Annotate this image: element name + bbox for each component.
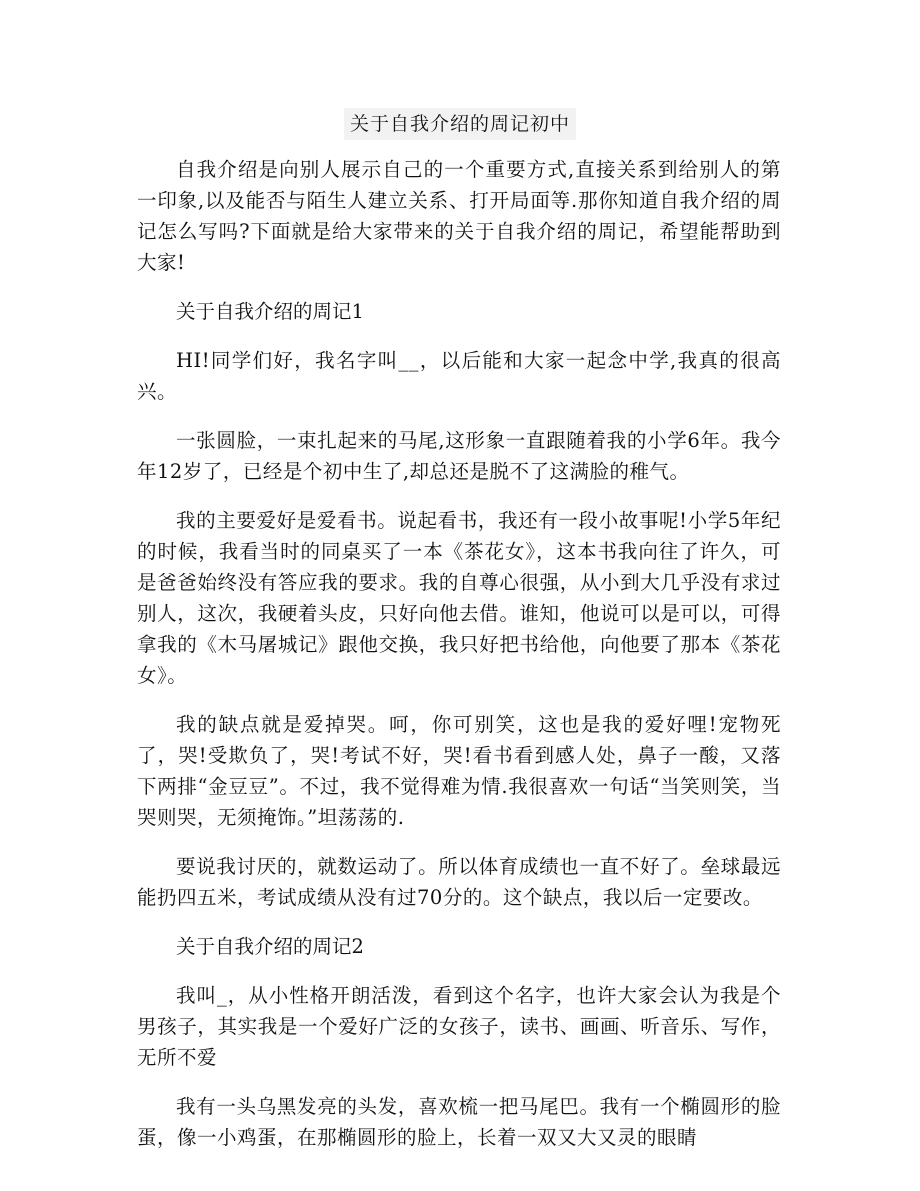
document-title: 关于自我介绍的周记初中 xyxy=(344,108,576,140)
section-heading-1: 关于自我介绍的周记1 xyxy=(176,300,364,323)
paragraph: HI!同学们好，我名字叫__，以后能和大家一起念中学,我真的很高兴。 xyxy=(137,349,781,403)
paragraph-intro: 自我介绍是向别人展示自己的一个重要方式,直接关系到给别人的第一印象,以及能否与陌生人建立关系、打开局面等.那你知道自我介绍的周记怎么写吗?下面就是给大家带来的关于自我介绍的周记，希望能帮助到大家! xyxy=(137,158,781,274)
section-heading-2: 关于自我介绍的周记2 xyxy=(176,935,364,958)
paragraph: 一张圆脸，一束扎起来的马尾,这形象一直跟随着我的小学6年。我今年12岁了，已经是个初中生了,却总还是脱不了这满脸的稚气。 xyxy=(137,429,781,483)
title-container xyxy=(0,108,920,140)
paragraph: 要说我讨厌的，就数运动了。所以体育成绩也一直不好了。垒球最远能扔四五米，考试成绩从没有过70分的。这个缺点，我以后一定要改。 xyxy=(137,855,781,909)
paragraph: 我有一头乌黑发亮的头发，喜欢梳一把马尾巴。我有一个椭圆形的脸蛋，像一小鸡蛋，在那椭圆形的脸上，长着一双又大又灵的眼睛 xyxy=(137,1095,781,1149)
paragraph: 我的主要爱好是爱看书。说起看书，我还有一段小故事呢!小学5年纪的时候，我看当时的同桌买了一本《茶花女》，这本书我向往了许久，可是爸爸始终没有答应我的要求。我的自尊心很强，从小到大几乎没有求过别人，这次，我硬着头皮，只好向他去借。谁知，他说可以是可以，可得拿我的《木马屠城记》跟他交换，我只好把书给他，向他要了那本《茶花女》。 xyxy=(137,509,781,687)
paragraph: 我的缺点就是爱掉哭。呵，你可别笑，这也是我的爱好哩!宠物死了，哭!受欺负了，哭!考试不好，哭!看书看到感人处，鼻子一酸，又落下两排“金豆豆”。不过，我不觉得难为情.我很喜欢一句话“当笑则笑，当哭则哭，无须掩饰。”坦荡荡的. xyxy=(137,713,781,829)
document-body xyxy=(137,154,781,1171)
paragraph: 我叫_，从小性格开朗活泼，看到这个名字，也许大家会认为我是个男孩子，其实我是一个爱好广泛的女孩子，读书、画画、听音乐、写作，无所不爱 xyxy=(137,984,781,1069)
